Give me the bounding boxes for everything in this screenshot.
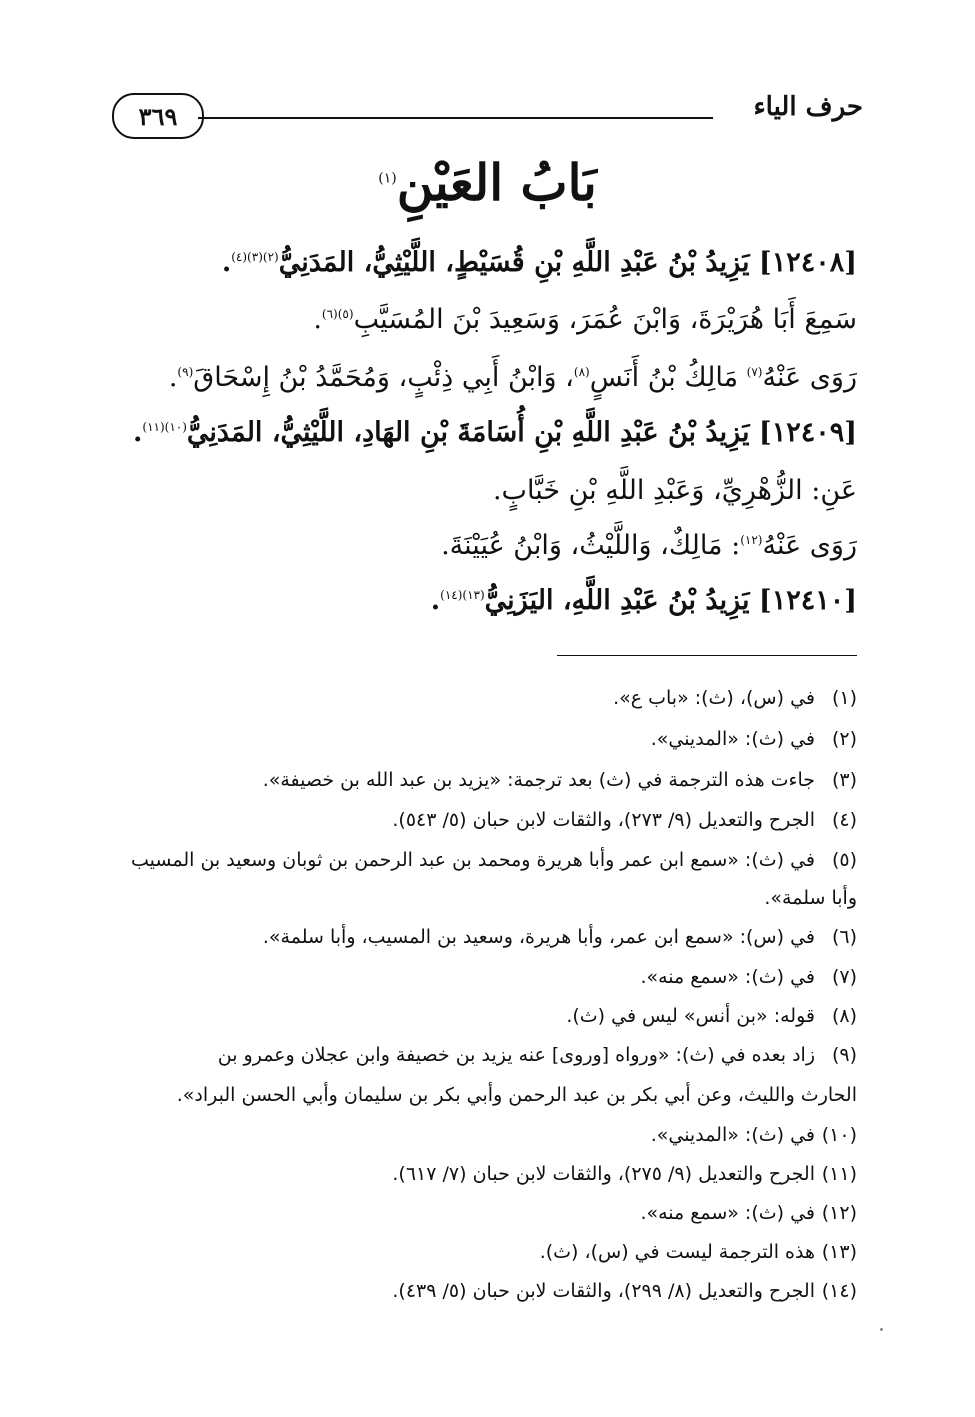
entry-heading: [١٢٤٠٩] يَزِيدُ بْنُ عَبْدِ اللَّهِ بْنِ أُسَامَةَ بْنِ الهَادِ، اللَّيْثِيُّ، المَدَنِيُّ$^{(١٠)(١١)}$.: [132, 417, 857, 448]
footnote-number: (٦): [831, 926, 857, 948]
footnote-number: (٤): [831, 809, 857, 831]
footnote-text: في (ث): «سمع ابن عمر وأبا هريرة ومحمد بن عبد الرحمن بن ثوبان وسعيد بن المسيب: [131, 849, 815, 871]
entry-line-text: رَوَى عَنْهُ: [762, 530, 857, 561]
footnote: [120, 1040, 857, 1070]
footnote-ref: (١٣)(١٤): [440, 588, 485, 602]
page-number-badge: ٣٦٩: [112, 93, 204, 139]
footnote-number: (١٠): [821, 1124, 857, 1146]
footnote-number: (٧): [831, 966, 857, 988]
footnote: [120, 1001, 857, 1031]
footnote-text: في (ث): «سمع منه».: [640, 966, 815, 988]
scan-speck: [880, 1328, 883, 1331]
footnote-text: الجرح والتعديل (٩/ ٢٧٥)، والثقات لابن حبان (٧/ ٦١٧).: [392, 1163, 815, 1185]
header-rule: [198, 117, 713, 119]
footnote-text: الجرح والتعديل (٨/ ٢٩٩)، والثقات لابن حبان (٥/ ٤٣٩).: [392, 1280, 815, 1302]
entry-line-text: : مَالِكٌ، وَاللَّيْثُ، وَابْنُ عُيَيْنَةَ.: [441, 530, 741, 561]
footnote-text: في (س): «سمع ابن عمر، وأبا هريرة، وسعيد بن المسيب، وأبا سلمة».: [262, 926, 815, 948]
footnote-continuation: الحارث والليث، وعن أبي بكر بن عبد الرحمن وأبي بكر بن سليمان وأبي الحسن البراد».: [176, 1084, 857, 1106]
footnote-number: (١٣): [821, 1241, 857, 1263]
footnote: [120, 1276, 857, 1306]
footnote-ref: (١): [378, 170, 397, 187]
footnote-ref: (١٢): [740, 533, 763, 547]
entry-line-rawa: [100, 528, 857, 563]
footnote-text: في (س)، (ث): «باب ع».: [613, 687, 815, 709]
footnote-ref: (٢)(٣)(٤): [231, 250, 279, 264]
footnote-text: في (ث): «سمع منه».: [640, 1202, 815, 1224]
footnote: [120, 922, 857, 952]
footnote-number: (١): [831, 687, 857, 709]
footnote-number: (٩): [831, 1044, 857, 1066]
footnote: [120, 962, 857, 992]
entry-heading-text: [١٢٤١٠] يَزِيدُ بْنُ عَبْدِ اللَّهِ، اليَزَنِيُّ: [484, 585, 857, 616]
footnote: [120, 1159, 857, 1189]
chapter-title-text: بَابُ العَيْنِ: [396, 153, 597, 212]
entry-heading: [١٢٤١٠] يَزِيدُ بْنُ عَبْدِ اللَّهِ، اليَزَنِيُّ$^{(١٣)(١٤)}$.: [430, 585, 857, 616]
footnote: [120, 845, 857, 875]
footnote-ref: (٩): [177, 365, 194, 379]
entry-line-text: سَمِعَ أَبَا هُرَيْرَةَ، وَابْنَ عُمَرَ، وَسَعِيدَ بْنَ المُسَيَّبِ: [353, 304, 857, 335]
footnote-number: (٢): [831, 728, 857, 750]
entry-heading-text: [١٢٤٠٨] يَزِيدُ بْنُ عَبْدِ اللَّهِ بْنِ قُسَيْطٍ، اللَّيْثِيُّ، المَدَنِيُّ: [278, 247, 857, 278]
footnote: [120, 1198, 857, 1228]
footnote-number: (١٢): [821, 1202, 857, 1224]
footnote-text: في (ث): «المديني».: [650, 728, 815, 750]
footnote-text: الجرح والتعديل (٩/ ٢٧٣)، والثقات لابن حبان (٥/ ٥٤٣).: [392, 809, 815, 831]
footnote-text: قوله: «بن أنس» ليس في (ث).: [566, 1005, 815, 1027]
footnote-text: في (ث): «المديني».: [650, 1124, 815, 1146]
entry-line-text: رَوَى عَنْهُ: [762, 362, 857, 393]
footnote-number: (١٤): [821, 1280, 857, 1302]
footnote: [120, 765, 857, 795]
footnote: [120, 1237, 857, 1267]
entry-line-rawa: رَوَى عَنْهُ$^{(٧)}$ مَالِكُ بْنُ أَنَسٍ$^{(٨)}$، وَابْنُ أَبِي ذِئْبٍ، وَمُحَمَّدُ بْنُ إِسْحَاقَ$^{(٩)}$.: [168, 362, 857, 393]
footnote-number: (١١): [821, 1163, 857, 1185]
footnote-text: زاد بعده في (ث): «ورواه [وروى] عنه يزيد بن خصيفة وابن عجلان وعمرو بن: [217, 1044, 815, 1066]
footnote-text: هذه الترجمة ليست في (س)، (ث).: [539, 1241, 815, 1263]
footnote-ref: (٨): [573, 365, 590, 379]
footnote-ref: (١٠)(١١): [142, 420, 187, 434]
chapter-title: [0, 150, 975, 215]
entry-heading-text: [١٢٤٠٩] يَزِيدُ بْنُ عَبْدِ اللَّهِ بْنِ أُسَامَةَ بْنِ الهَادِ، اللَّيْثِيُّ، المَدَنِيُّ: [186, 417, 857, 448]
entry-line-sami: سَمِعَ أَبَا هُرَيْرَةَ، وَابْنَ عُمَرَ، وَسَعِيدَ بْنَ المُسَيَّبِ$^{(٥)(٦)}$.: [313, 304, 857, 335]
footnote: [120, 683, 857, 713]
footnote-number: (٣): [831, 769, 857, 791]
footnote: [120, 805, 857, 835]
running-header-title: حرف الياء: [753, 92, 863, 122]
entry-line-an: عَنِ: الزُّهْرِيِّ، وَعَبْدِ اللَّهِ بْنِ خَبَّابٍ.: [492, 475, 857, 506]
footnote-separator: [557, 655, 857, 656]
footnote-ref: (٧): [746, 365, 763, 379]
footnote: [120, 724, 857, 754]
entry-heading: [١٢٤٠٨] يَزِيدُ بْنُ عَبْدِ اللَّهِ بْنِ قُسَيْطٍ، اللَّيْثِيُّ، المَدَنِيُّ$^{(٢)(٣)(٤)}$.: [221, 247, 857, 278]
footnote-number: (٥): [831, 849, 857, 871]
footnote: [120, 1120, 857, 1150]
footnote-ref: (٥)(٦): [321, 307, 354, 321]
footnote-continuation: وأبا سلمة».: [764, 887, 857, 909]
footnote-text: جاءت هذه الترجمة في (ث) بعد ترجمة: «يزيد بن عبد الله بن خصيفة».: [262, 769, 815, 791]
footnote-number: (٨): [831, 1005, 857, 1027]
entry-line-text: ، وَابْنُ أَبِي ذِئْبٍ، وَمُحَمَّدُ بْنُ إِسْحَاقَ: [193, 362, 574, 393]
entry-line-text: مَالِكُ بْنُ أَنَسٍ: [589, 362, 747, 393]
